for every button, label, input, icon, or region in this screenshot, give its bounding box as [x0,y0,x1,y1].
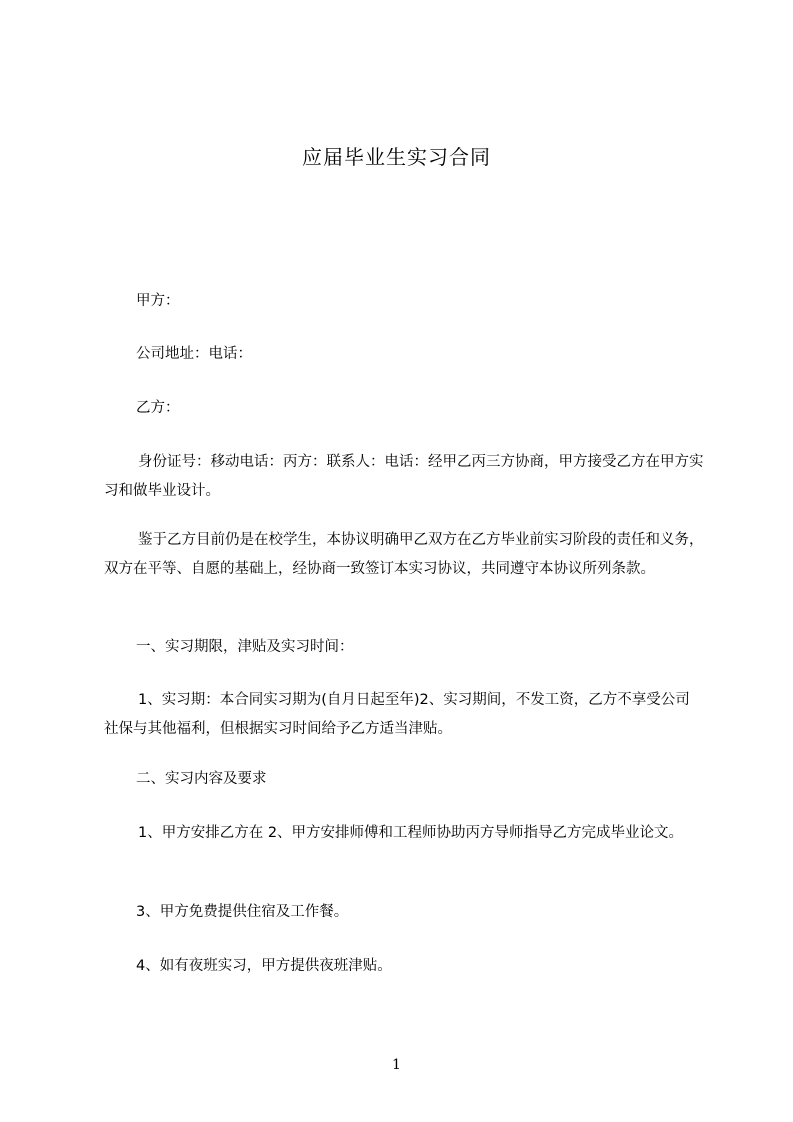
clause-2-4: 4、如有夜班实习，甲方提供夜班津贴。 [136,958,392,974]
company-address-line: 公司地址：电话： [136,346,252,362]
section-one-heading: 一、实习期限，津贴及实习时间： [136,639,354,655]
id-contact-paragraph: 身份证号：移动电话：丙方：联系人：电话：经甲乙丙三方协商，甲方接受乙方在甲方实习和做毕业设计。 [104,454,704,499]
party-b-line: 乙方： [136,400,180,416]
section-two-heading: 二、实习内容及要求 [136,771,267,787]
clause-2-3: 3、甲方免费提供住宿及工作餐。 [136,904,349,920]
clause-1-1: 1、实习期：本合同实习期为(自月日起至年)2、实习期间，不发工资，乙方不享受公司社保与其他福利，但根据实习时间给予乙方适当津贴。 [104,692,690,737]
party-a-line: 甲方： [136,293,180,309]
page-number: 1 [392,1057,401,1073]
clause-2-1: 1、甲方安排乙方在 2、甲方安排师傅和工程师协助丙方导师指导乙方完成毕业论文。 [138,825,684,841]
preamble-paragraph: 鉴于乙方目前仍是在校学生，本协议明确甲乙双方在乙方毕业前实习阶段的责任和义务，双方在平等、自愿的基础上，经协商一致签订本实习协议，共同遵守本协议所列条款。 [104,532,704,577]
document-title: 应届毕业生实习合同 [302,145,491,169]
